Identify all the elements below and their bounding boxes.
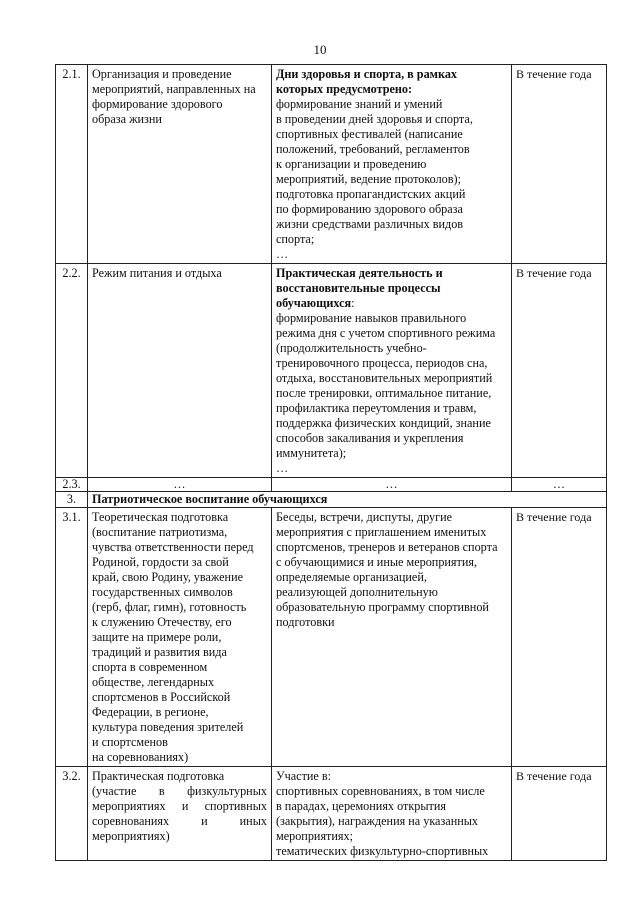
event-name-line: обществе, легендарных — [92, 675, 215, 689]
description-line: способов закаливания и укрепления — [276, 431, 464, 445]
description-line: подготовка пропагандистских акций — [276, 187, 466, 201]
description-line: тематических физкультурно-спортивных — [276, 844, 489, 858]
event-name-line: спортсменов в Российской — [92, 690, 231, 704]
description-line: спортивных соревнованиях, в том числе — [276, 784, 485, 798]
heading-colon: : — [351, 296, 355, 310]
table-row — [56, 508, 607, 767]
description-line: формирование навыков правильного — [276, 311, 467, 325]
description-line: мероприятий, ведение протоколов); — [276, 172, 461, 186]
table-row — [56, 478, 607, 492]
events-table — [55, 64, 607, 861]
section-row — [56, 492, 607, 508]
event-name-line: Организация и проведение — [92, 67, 232, 81]
event-description-cell — [272, 65, 512, 264]
event-description-cell — [272, 264, 512, 478]
description-line: в парадах, церемониях открытия — [276, 799, 446, 813]
description-line: положений, требований, регламентов — [276, 142, 470, 156]
description-line: мероприятиях; — [276, 829, 353, 843]
event-name-cell — [88, 65, 272, 264]
table-row — [56, 264, 607, 478]
description-line: спортивных фестивалей (написание — [276, 127, 463, 141]
event-name-line: Федерации, в регионе, — [92, 705, 209, 719]
description-line: (продолжительность учебно- — [276, 341, 427, 355]
event-name-cell — [88, 767, 272, 861]
description-heading: Практическая деятельность и — [276, 266, 443, 280]
description-line: определяемые организацией, — [276, 570, 427, 584]
description-line: реализующей дополнительную — [276, 585, 438, 599]
description-heading: Дни здоровья и спорта, в рамках — [276, 67, 458, 81]
event-name-line: (участие в физкультурных — [92, 784, 267, 798]
description-line: Участие в: — [276, 769, 332, 783]
term-cell: В течение года — [512, 508, 607, 767]
event-name-line: к служению Отечеству, его — [92, 615, 232, 629]
event-name-line: чувства ответственности перед — [92, 540, 254, 554]
event-name-cell — [88, 264, 272, 478]
table-row — [56, 65, 607, 264]
event-name-line: и спортсменов — [92, 735, 168, 749]
table-row — [56, 767, 607, 861]
event-name-line: традиций и развития вида — [92, 645, 227, 659]
row-number: 2.3. — [56, 478, 88, 492]
event-name-line: защите на примере роли, — [92, 630, 222, 644]
page-number: 10 — [313, 42, 327, 57]
description-line: подготовки — [276, 615, 335, 629]
description-line: отдыха, восстановительных мероприятий — [276, 371, 493, 385]
description-line: спортсменов, тренеров и ветеранов спорта — [276, 540, 498, 554]
description-line: жизни средствами различных видов — [276, 217, 464, 231]
term-cell: … — [512, 478, 607, 492]
term-cell: В течение года — [512, 767, 607, 861]
description-ellipsis: … — [276, 461, 289, 475]
description-line: мероприятия с приглашением именитых — [276, 525, 487, 539]
event-name-line: край, свою Родину, уважение — [92, 570, 244, 584]
description-line: режима дня с учетом спортивного режима — [276, 326, 496, 340]
description-heading: восстановительные процессы — [276, 281, 441, 295]
event-name-line: мероприятиях) — [92, 829, 170, 843]
section-number: 3. — [56, 492, 88, 508]
description-line: по формированию здорового образа — [276, 202, 463, 216]
event-name-line: на соревнованиях) — [92, 750, 189, 764]
event-name-line: мероприятий, направленных на — [92, 82, 256, 96]
event-name-line: спорта в современном — [92, 660, 208, 674]
description-line: с обучающимися и иные мероприятия, — [276, 555, 478, 569]
description-line: профилактика переутомления и травм, — [276, 401, 477, 415]
description-heading: обучающихся — [276, 296, 352, 310]
event-name-line: мероприятиях и спортивных — [92, 799, 267, 813]
description-line: после тренировки, оптимальное питание, — [276, 386, 492, 400]
event-description-cell: … — [272, 478, 512, 492]
description-line: тренировочного процесса, периодов сна, — [276, 356, 488, 370]
description-heading: которых предусмотрено: — [276, 82, 413, 96]
event-name-line: государственных символов — [92, 585, 233, 599]
description-heading-line — [276, 296, 507, 311]
event-description-cell — [272, 508, 512, 767]
description-line: формирование знаний и умений — [276, 97, 443, 111]
event-name-line: (герб, флаг, гимн), готовность — [92, 600, 247, 614]
event-name-line: образа жизни — [92, 112, 162, 126]
event-name-line: (воспитание патриотизма, — [92, 525, 228, 539]
row-number: 3.1. — [56, 508, 88, 767]
event-name-line: Практическая подготовка — [92, 769, 225, 783]
description-ellipsis: … — [276, 247, 289, 261]
term-cell: В течение года — [512, 264, 607, 478]
row-number: 3.2. — [56, 767, 88, 861]
description-line: (закрытия), награждения на указанных — [276, 814, 479, 828]
event-name-line: Теоретическая подготовка — [92, 510, 229, 524]
event-name-line: культура поведения зрителей — [92, 720, 244, 734]
row-number: 2.1. — [56, 65, 88, 264]
description-line: Беседы, встречи, диспуты, другие — [276, 510, 453, 524]
term-cell: В течение года — [512, 65, 607, 264]
event-description-cell — [272, 767, 512, 861]
description-line: к организации и проведению — [276, 157, 427, 171]
event-name-line: Родиной, гордости за свой — [92, 555, 229, 569]
description-line: образовательную программу спортивной — [276, 600, 489, 614]
row-number: 2.2. — [56, 264, 88, 478]
event-name-line: формирование здорового — [92, 97, 223, 111]
event-name-line: соревнованиях и иных — [92, 814, 267, 828]
section-title: Патриотическое воспитание обучающихся — [88, 492, 607, 508]
description-line: иммунитета); — [276, 446, 347, 460]
event-name-cell — [88, 508, 272, 767]
event-name-line: Режим питания и отдыха — [92, 266, 222, 280]
description-line: поддержка физических кондиций, знание — [276, 416, 491, 430]
event-name-cell: … — [88, 478, 272, 492]
description-line: в проведении дней здоровья и спорта, — [276, 112, 473, 126]
description-line: спорта; — [276, 232, 315, 246]
